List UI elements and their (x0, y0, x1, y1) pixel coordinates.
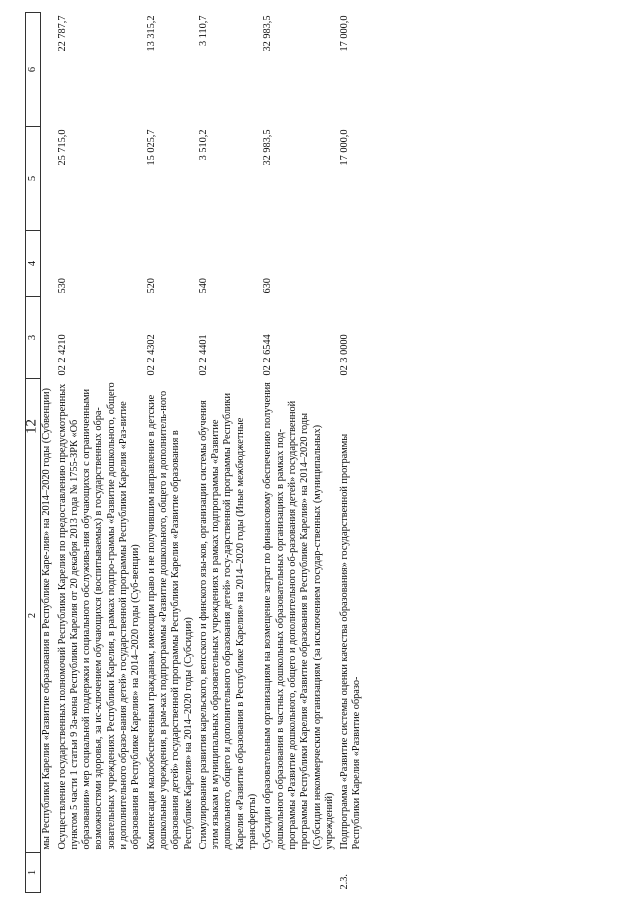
row-description: Компенсация малообеспеченным гражданам, имеющим право и не получившим направление в детские дошкольные учреждения, в рам-ках подпрограммы «Развитие дошкольного, общего и дополнитель-ного образования детей» государственной программы Республики Карелия «Развитие образования в Республике Карелия» на 2014–2020 годы (Субсидии) (145, 390, 194, 850)
column-header: 1 (26, 853, 41, 893)
target-article-code: 02 2 4302 (145, 334, 157, 376)
row-description: Подпрограмма «Развитие системы оценки качества образования» государственной программы Республики Карелия «Развитие образо- (339, 433, 363, 850)
table-row (337, 13, 365, 893)
column-header: 6 (26, 13, 41, 127)
column-header: 5 (26, 127, 41, 231)
target-article-code: 02 2 4401 (197, 334, 209, 376)
expense-type-code (337, 231, 365, 297)
row-description: мы Республики Карелия «Развитие образования в Республике Каре-лия» на 2014–2020 годы (Субвенции) (41, 388, 53, 850)
row-number (144, 853, 196, 893)
table-row (196, 13, 260, 893)
row-description: Осуществление государственных полномочий Республики Карелия по предоставлению предусмотренных пунктом 5 части 1 статьи 9 За-кона Республики Карелия от 20 декабря 2013 года № 1755-ЗРК «Об образовании» мер социальной поддержки и социального обслужива-ния обучающихся с ограниченными возможностями здоровья, за ис-ключением обучающихся (воспитываемых) в государственных обра-зовательных учреждениях Республики Карелия, в рамках подпро-граммы «Развитие дошкольного, общего и дополнительного образо-вания детей» государственной программы Республики Карелия «Раз-витие образования в Республике Карелия» на 2014–2020 годы (Суб-венции) (56, 382, 142, 850)
column-header: 2 (26, 379, 41, 853)
row-description: Стимулирование развития карельского, вепсского и финского язы-ков, организации системы обучения этим языкам в муниципальных образовательных учреждениях в рамках подпрограммы «Развитие дошкольного, общего и дополнительного образования детей» госу-дарственной программы Республики Карелия «Развитие образования в Республике Карелия» на 2014–2020 годы (Иные межбюджетные трансферты) (197, 392, 259, 850)
row-number (41, 853, 55, 893)
expense-type-code: 520 (145, 278, 157, 294)
budget-sheet (25, 13, 615, 893)
target-article-code: 02 3 0000 (339, 334, 351, 376)
table-row (41, 13, 55, 893)
column-header: 4 (26, 231, 41, 297)
amount-col6: 32 983,5 (262, 15, 274, 52)
row-description: Субсидии образовательным организациям на возмещение затрат по финансовому обеспечению получения дошкольного образования в частных дошкольных образовательных организациях в рамках под-программы «Развитие дошкольного, общего и дополнительного об-разования детей» государственной программы Республики Карелия «Развитие образования в Республике Карелия» на 2014–2020 годы (Субсидии некоммерческим организациям (за исключением государ-ственных (муниципальных) учреждений) (262, 382, 335, 850)
amount-col6: 13 315,2 (145, 15, 157, 52)
row-number (55, 853, 144, 893)
table-row (260, 13, 337, 893)
column-header: 3 (26, 297, 41, 379)
amount-col5: 15 025,7 (145, 129, 157, 166)
target-article-code: 02 2 6544 (262, 334, 274, 376)
expense-type-code (41, 231, 55, 297)
row-number (260, 853, 337, 893)
table-row (55, 13, 144, 893)
table-row (144, 13, 196, 893)
amount-col6 (41, 13, 55, 127)
amount-col6: 3 110,7 (197, 15, 209, 47)
expense-type-code: 530 (56, 278, 68, 294)
amount-col5: 25 715,0 (56, 129, 68, 166)
amount-col5: 32 983,5 (262, 129, 274, 166)
amount-col5: 17 000,0 (339, 129, 351, 166)
target-article-code (41, 297, 55, 379)
amount-col6: 17 000,0 (339, 15, 351, 52)
target-article-code: 02 2 4210 (56, 334, 68, 376)
expense-type-code: 630 (262, 278, 274, 294)
amount-col5 (41, 127, 55, 231)
column-number-row (26, 13, 41, 893)
expense-type-code: 540 (197, 278, 209, 294)
row-number (196, 853, 260, 893)
amount-col6: 22 787,7 (56, 15, 68, 52)
row-number: 2.3. (339, 874, 351, 890)
budget-table (25, 12, 365, 893)
amount-col5: 3 510,2 (197, 129, 209, 161)
page-number: 12 (23, 419, 40, 434)
